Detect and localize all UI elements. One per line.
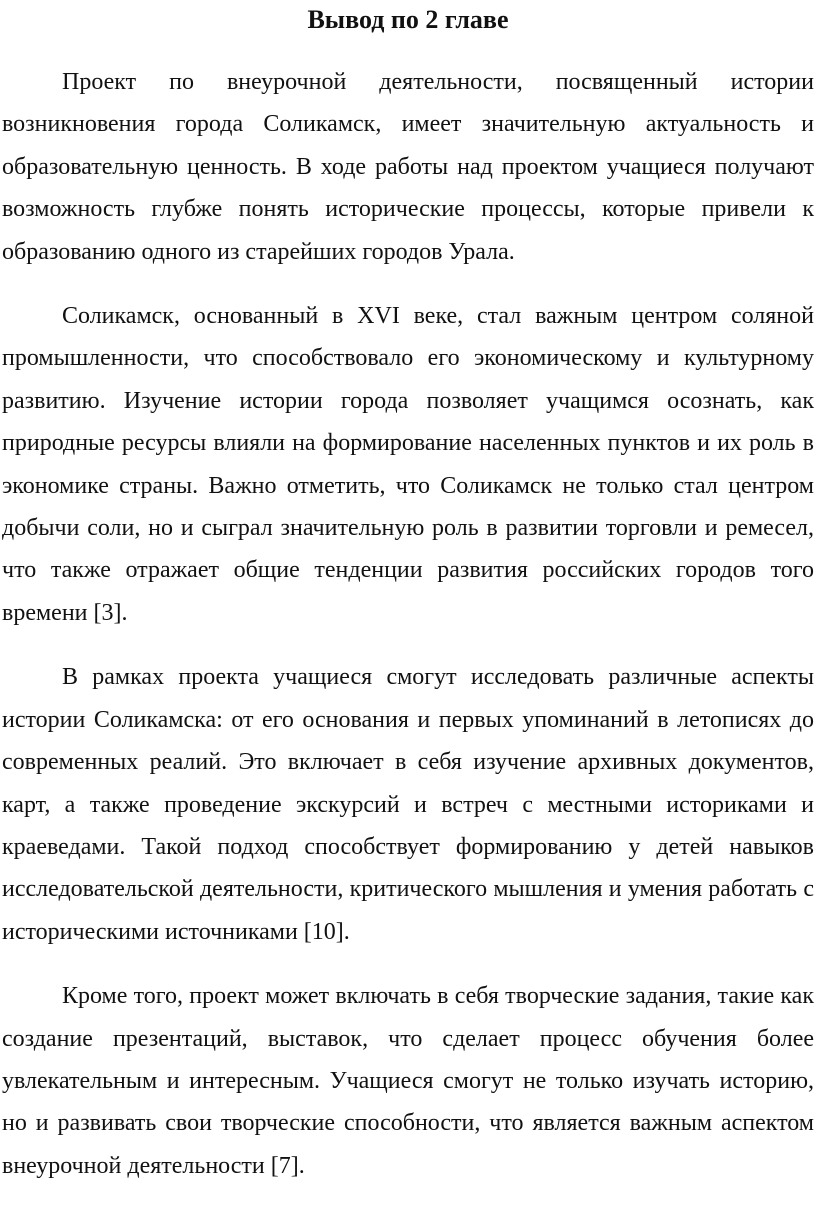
chapter-conclusion-title: Вывод по 2 главе [307, 5, 509, 34]
paragraph-2: Соликамск, основанный в XVI веке, стал важным центром соляной промышленности, что способствовало его экономическому и культурному развитию. Изучение истории города позволяет учащимся осознать, как природные ресурсы влияли на формирование населенных пунктов и их роль в экономике страны. Важно отметить, что Соликамск не только стал центром добычи соли, но и сыграл значительную роль в развитии торговли и ремесел, что также отражает общие тенденции развития российских городов того времени [3]. [2, 303, 814, 626]
paragraph-3: В рамках проекта учащиеся смогут исследовать различные аспекты истории Соликамска: от его основания и первых упоминаний в летописях до современных реалий. Это включает в себя изучение архивных документов, карт, а также проведение экскурсий и встреч с местными историками и краеведами. Такой подход способствует формированию у детей навыков исследовательской деятельности, критического мышления и умения работать с историческими источниками [10]. [2, 664, 814, 945]
paragraph-4: Кроме того, проект может включать в себя творческие задания, такие как создание презентаций, выставок, что сделает процесс обучения более увлекательным и интересным. Учащиеся смогут не только изучать историю, но и развивать свои творческие способности, что является важным аспектом внеурочной деятельности [7]. [2, 983, 814, 1179]
paragraph-1: Проект по внеурочной деятельности, посвященный истории возникновения города Соликамск, имеет значительную актуальность и образовательную ценность. В ходе работы над проектом учащиеся получают возможность глубже понять исторические процессы, которые привели к образованию одного из старейших городов Урала. [2, 69, 814, 265]
